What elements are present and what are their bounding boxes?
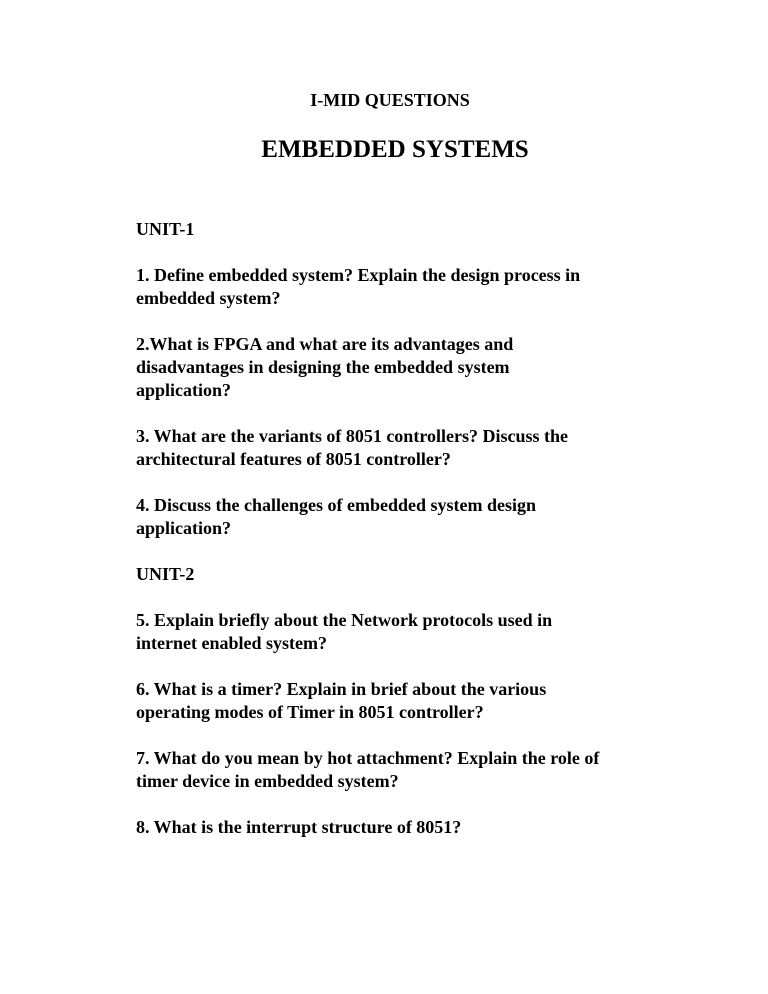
question-line: 2.What is FPGA and what are its advantages and (136, 334, 514, 354)
question-5 (136, 609, 656, 655)
question-3 (136, 425, 656, 471)
question-line: application? (136, 380, 232, 400)
question-line: 8. What is the interrupt structure of 8051? (136, 817, 462, 837)
question-line: timer device in embedded system? (136, 771, 399, 791)
question-line: 6. What is a timer? Explain in brief about the various (136, 679, 547, 699)
question-line: 3. What are the variants of 8051 controllers? Discuss the (136, 426, 568, 446)
question-2 (136, 333, 656, 402)
subject-title: EMBEDDED SYSTEMS (261, 136, 529, 163)
question-line: disadvantages in designing the embedded system (136, 357, 510, 377)
question-line: operating modes of Timer in 8051 controller? (136, 702, 484, 722)
unit-heading-2: UNIT-2 (136, 564, 195, 584)
document-title: I-MID QUESTIONS (310, 90, 470, 110)
question-7 (136, 747, 656, 793)
unit-heading-1: UNIT-1 (136, 219, 195, 239)
question-1 (136, 264, 656, 310)
question-line: architectural features of 8051 controller? (136, 449, 451, 469)
question-line: embedded system? (136, 288, 281, 308)
question-line: 1. Define embedded system? Explain the design process in (136, 265, 581, 285)
question-6 (136, 678, 656, 724)
question-line: application? (136, 518, 232, 538)
question-8 (136, 816, 656, 839)
questions-section (136, 218, 656, 862)
question-4 (136, 494, 656, 540)
question-line: internet enabled system? (136, 633, 327, 653)
question-line: 4. Discuss the challenges of embedded system design (136, 495, 537, 515)
question-line: 5. Explain briefly about the Network protocols used in (136, 610, 553, 630)
question-line: 7. What do you mean by hot attachment? Explain the role of (136, 748, 600, 768)
